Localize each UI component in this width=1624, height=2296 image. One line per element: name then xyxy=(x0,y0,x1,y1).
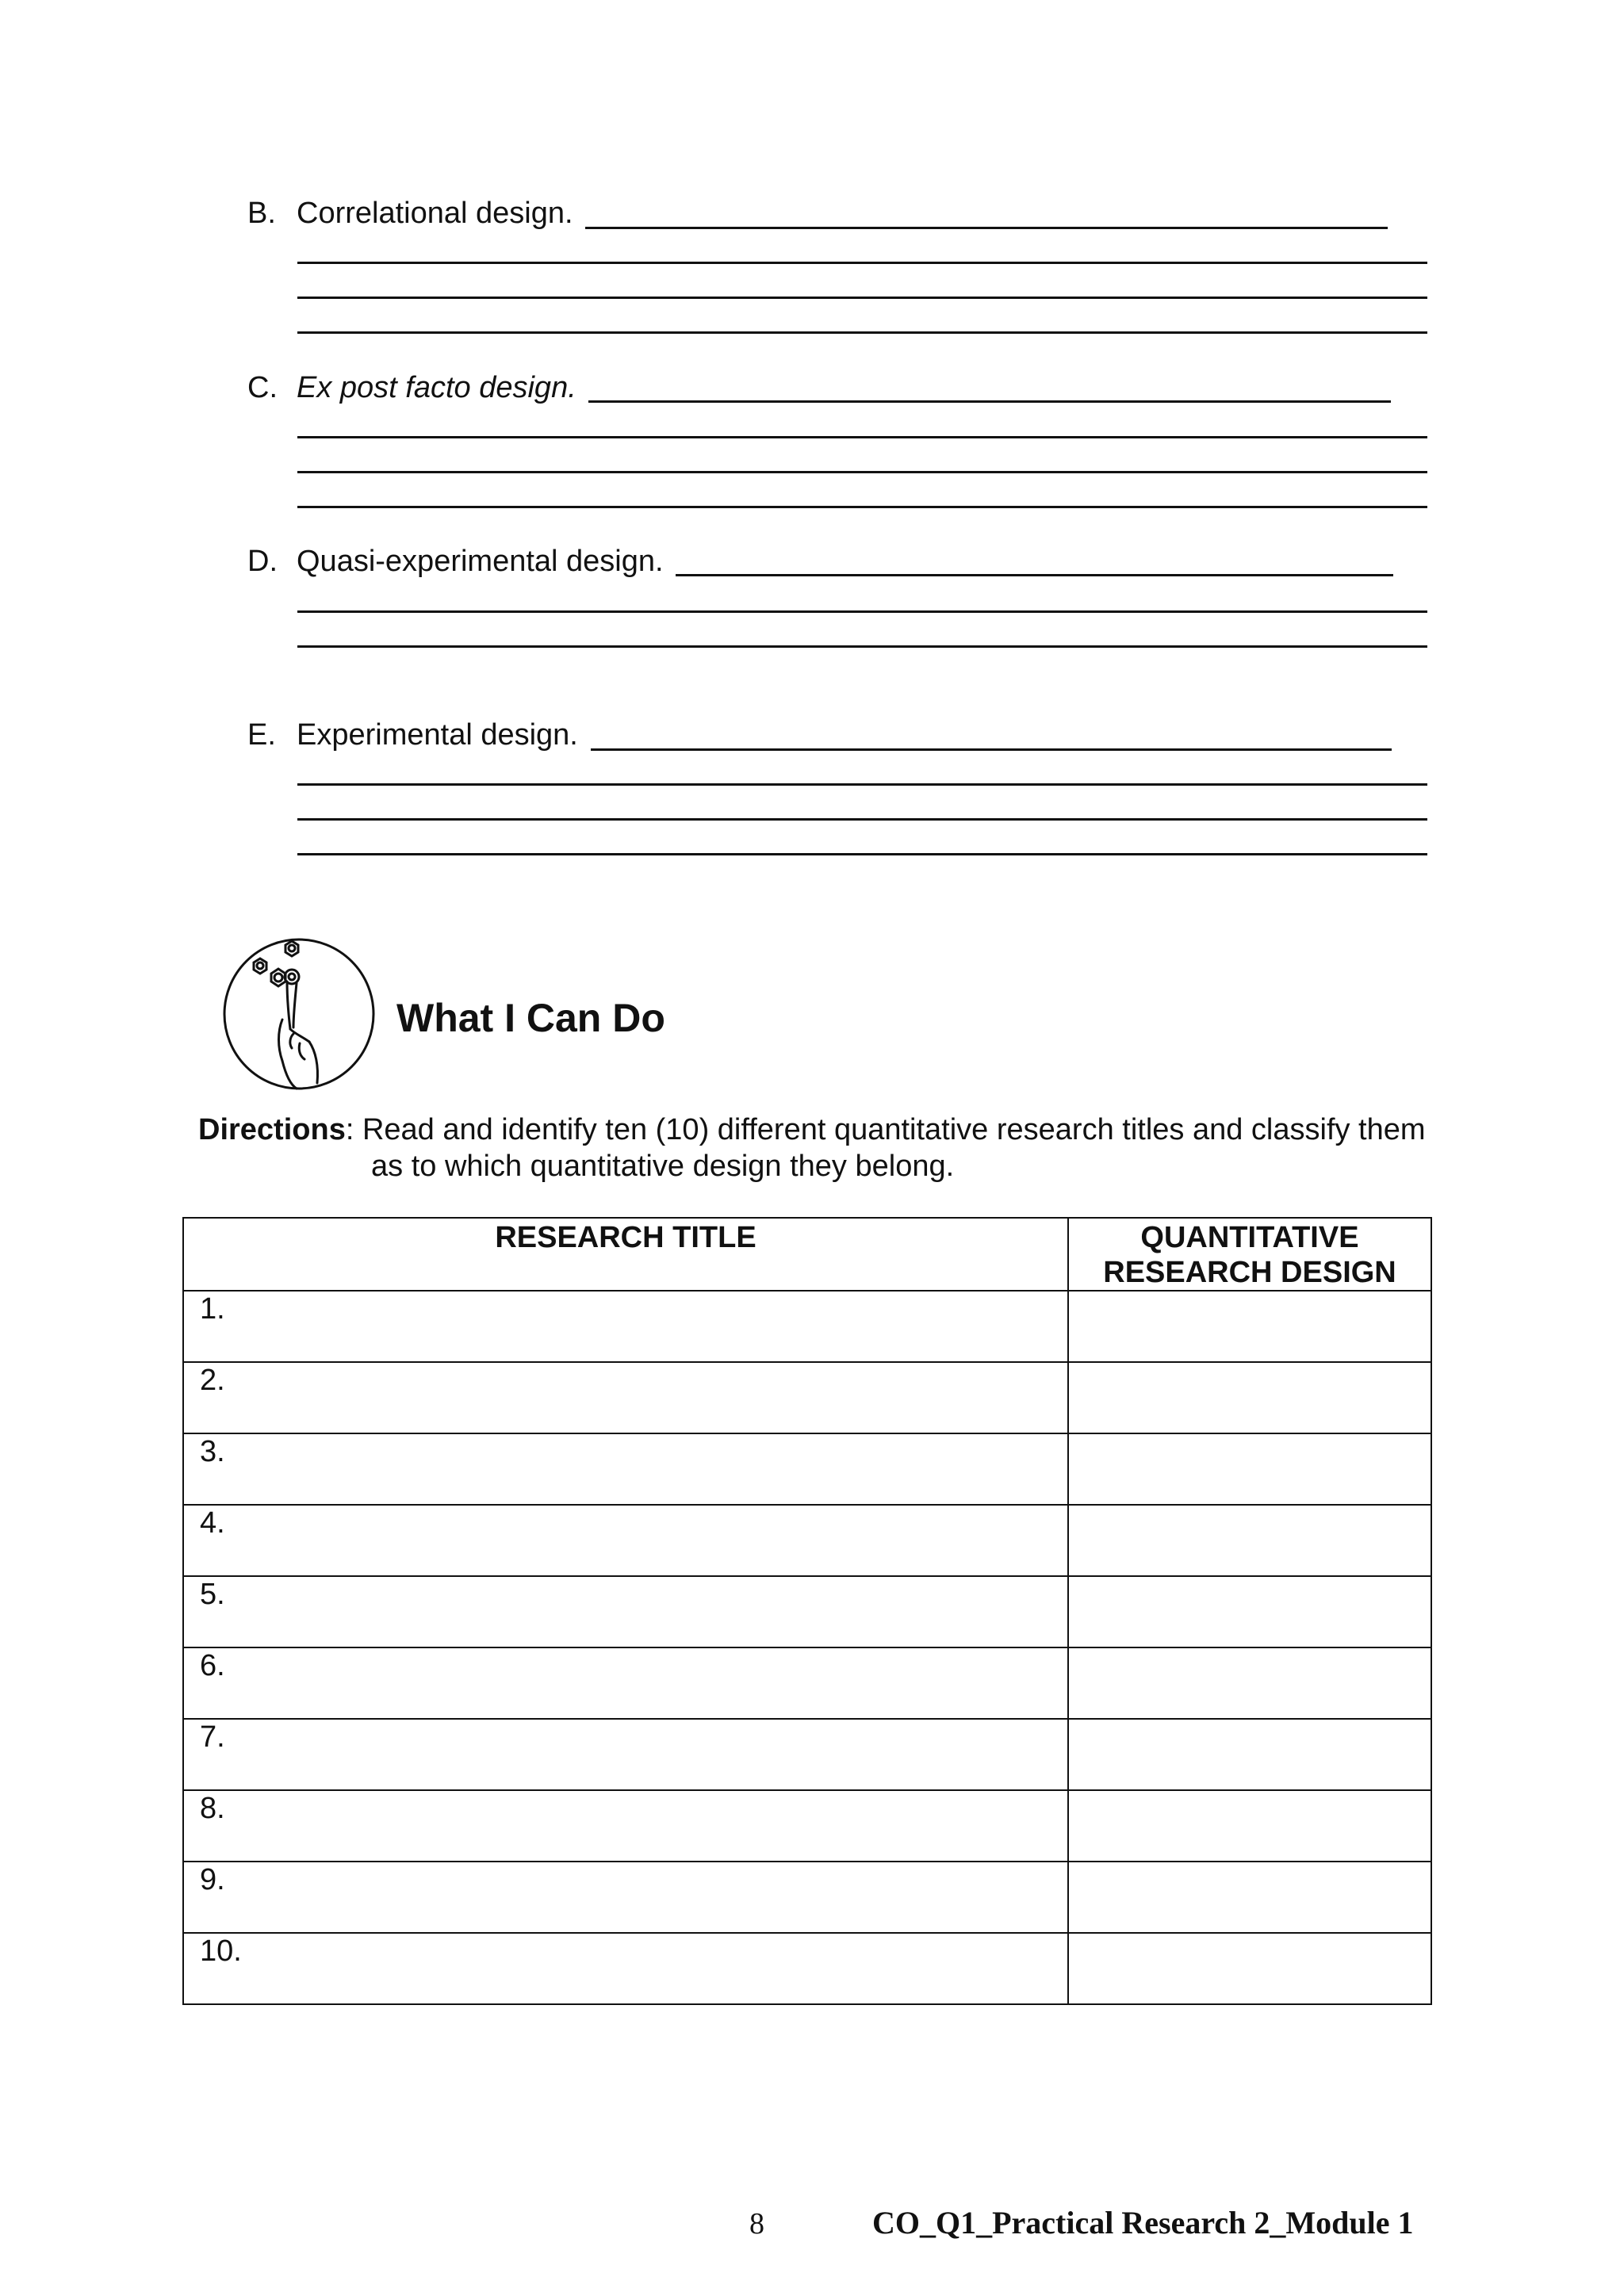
table-header-row xyxy=(183,1218,1431,1291)
question-letter: E. xyxy=(247,718,276,752)
answer-line[interactable] xyxy=(297,853,1427,855)
design-cell[interactable] xyxy=(1068,1433,1431,1505)
design-cell[interactable] xyxy=(1068,1862,1431,1933)
answer-line[interactable] xyxy=(297,818,1427,821)
question-letter: D. xyxy=(247,545,278,578)
research-design-table xyxy=(182,1217,1432,2005)
answer-blank-b[interactable] xyxy=(585,227,1388,229)
answer-line[interactable] xyxy=(297,262,1427,264)
question-label: Ex post facto design. xyxy=(297,371,576,404)
table-row xyxy=(183,1790,1431,1862)
answer-line[interactable] xyxy=(297,471,1427,473)
design-cell[interactable] xyxy=(1068,1505,1431,1576)
design-cell[interactable] xyxy=(1068,1933,1431,2004)
directions-text: : Read and identify ten (10) different quantitative research titles and classify them xyxy=(345,1113,1426,1146)
header-research-title: RESEARCH TITLE xyxy=(183,1218,1068,1291)
table-row xyxy=(183,1433,1431,1505)
research-title-cell[interactable]: 10. xyxy=(183,1933,1068,2004)
question-letter: B. xyxy=(247,197,276,230)
header-quantitative-research-design: QUANTITATIVE RESEARCH DESIGN xyxy=(1068,1218,1431,1291)
research-title-cell[interactable]: 6. xyxy=(183,1647,1068,1719)
design-cell[interactable] xyxy=(1068,1790,1431,1862)
table-row xyxy=(183,1505,1431,1576)
research-title-cell[interactable]: 5. xyxy=(183,1576,1068,1647)
answer-line[interactable] xyxy=(297,297,1427,299)
answer-line[interactable] xyxy=(297,506,1427,508)
table-row xyxy=(183,1362,1431,1433)
directions-label: Directions xyxy=(198,1113,346,1146)
question-label: Correlational design. xyxy=(297,197,573,230)
directions xyxy=(198,1112,1435,1184)
table-row xyxy=(183,1933,1431,2004)
module-code: CO_Q1_Practical Research 2_Module 1 xyxy=(872,2205,1414,2241)
table-row xyxy=(183,1291,1431,1362)
research-title-cell[interactable]: 9. xyxy=(183,1862,1068,1933)
research-title-cell[interactable]: 2. xyxy=(183,1362,1068,1433)
answer-line[interactable] xyxy=(297,331,1427,334)
question-label: Experimental design. xyxy=(297,718,578,752)
answer-line[interactable] xyxy=(297,610,1427,613)
design-cell[interactable] xyxy=(1068,1719,1431,1790)
directions-text-continued: as to which quantitative design they belong. xyxy=(371,1150,955,1183)
design-cell[interactable] xyxy=(1068,1362,1431,1433)
design-cell[interactable] xyxy=(1068,1291,1431,1362)
answer-blank-d[interactable] xyxy=(676,574,1393,576)
question-label: Quasi-experimental design. xyxy=(297,545,664,578)
table-row xyxy=(183,1576,1431,1647)
research-title-cell[interactable]: 8. xyxy=(183,1790,1068,1862)
answer-line[interactable] xyxy=(297,645,1427,648)
research-title-cell[interactable]: 3. xyxy=(183,1433,1068,1505)
hand-fingers-crossed-icon xyxy=(220,932,377,1091)
question-letter: C. xyxy=(247,371,278,404)
research-title-cell[interactable]: 4. xyxy=(183,1505,1068,1576)
table-row xyxy=(183,1647,1431,1719)
section-title: What I Can Do xyxy=(396,996,665,1040)
research-title-cell[interactable]: 7. xyxy=(183,1719,1068,1790)
answer-blank-c[interactable] xyxy=(588,400,1391,403)
answer-line[interactable] xyxy=(297,436,1427,438)
page-number: 8 xyxy=(749,2207,764,2241)
design-cell[interactable] xyxy=(1068,1647,1431,1719)
research-title-cell[interactable]: 1. xyxy=(183,1291,1068,1362)
table-row xyxy=(183,1862,1431,1933)
answer-line[interactable] xyxy=(297,783,1427,786)
design-cell[interactable] xyxy=(1068,1576,1431,1647)
table-row xyxy=(183,1719,1431,1790)
answer-blank-e[interactable] xyxy=(591,748,1392,751)
